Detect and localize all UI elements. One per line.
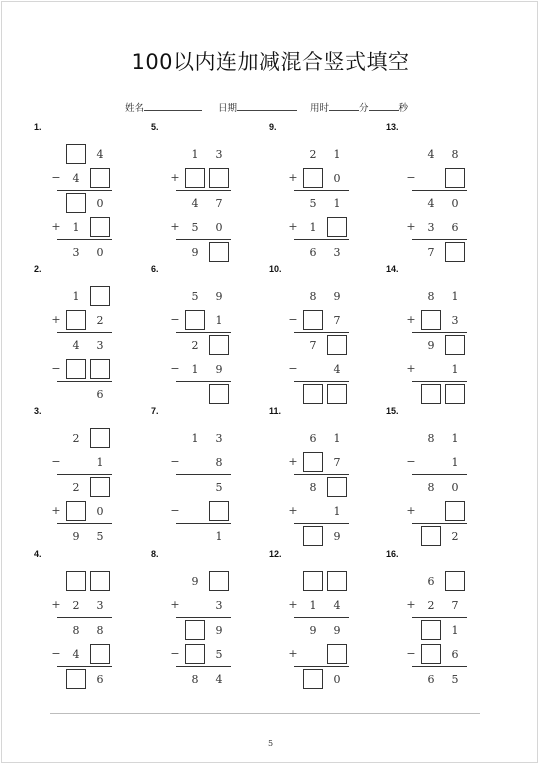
problem-number: 3. [34, 406, 42, 416]
problem-number: 5. [151, 122, 159, 132]
ones-digit: 1 [451, 362, 459, 376]
tens-digit [185, 477, 205, 497]
ones-digit: 1 [333, 147, 341, 161]
tens-digit: 8 [72, 623, 80, 637]
seconds-label: 秒 [398, 103, 409, 114]
minus-sign: − [170, 504, 180, 517]
tens-digit: 4 [427, 196, 435, 210]
tens-digit: 2 [72, 480, 80, 494]
answer-box[interactable] [185, 620, 205, 640]
ones-digit: 3 [96, 598, 104, 612]
answer-box[interactable] [209, 168, 229, 188]
answer-box[interactable] [185, 310, 205, 330]
tens-digit [303, 359, 323, 379]
problem-number: 13. [386, 122, 399, 132]
ones-digit: 1 [333, 504, 341, 518]
tens-digit: 1 [191, 362, 199, 376]
result-line [412, 523, 467, 524]
answer-box[interactable] [66, 501, 86, 521]
answer-box[interactable] [66, 144, 86, 164]
ones-digit: 3 [96, 338, 104, 352]
answer-box[interactable] [421, 620, 441, 640]
tens-digit: 4 [72, 171, 80, 185]
result-line [294, 474, 349, 475]
answer-box[interactable] [327, 384, 347, 404]
minus-sign: − [288, 313, 298, 326]
ones-digit: 5 [215, 480, 223, 494]
ones-digit: 7 [451, 598, 459, 612]
plus-sign: + [51, 598, 61, 611]
ones-digit: 9 [333, 289, 341, 303]
ones-digit: 0 [451, 196, 459, 210]
minus-sign: − [51, 171, 61, 184]
answer-box[interactable] [421, 384, 441, 404]
tens-digit: 1 [191, 147, 199, 161]
problem-number: 2. [34, 264, 42, 274]
time-label: 用时 [310, 103, 330, 114]
tens-digit [421, 452, 441, 472]
result-line [57, 381, 112, 382]
answer-box[interactable] [421, 310, 441, 330]
plus-sign: + [288, 220, 298, 233]
ones-digit: 0 [215, 220, 223, 234]
ones-digit: 3 [215, 431, 223, 445]
answer-box[interactable] [90, 286, 110, 306]
ones-digit: 0 [333, 171, 341, 185]
tens-digit [303, 501, 323, 521]
minutes-label: 分 [359, 103, 369, 114]
tens-digit: 8 [427, 431, 435, 445]
ones-digit: 1 [333, 196, 341, 210]
tens-digit: 5 [191, 289, 199, 303]
tens-digit: 5 [191, 220, 199, 234]
tens-digit: 1 [72, 220, 80, 234]
answer-box[interactable] [445, 501, 465, 521]
result-line [294, 190, 349, 191]
minus-sign: − [51, 362, 61, 375]
answer-box[interactable] [421, 526, 441, 546]
result-line [176, 523, 231, 524]
answer-box[interactable] [421, 644, 441, 664]
tens-digit [66, 452, 86, 472]
ones-digit: 0 [333, 672, 341, 686]
result-line [294, 332, 349, 333]
minus-sign: − [170, 455, 180, 468]
ones-digit: 0 [96, 245, 104, 259]
plus-sign: + [288, 171, 298, 184]
result-line [412, 666, 467, 667]
answer-box[interactable] [209, 571, 229, 591]
tens-digit: 2 [309, 147, 317, 161]
ones-digit: 3 [333, 245, 341, 259]
tens-digit: 4 [72, 338, 80, 352]
minus-sign: − [170, 313, 180, 326]
plus-sign: + [170, 171, 180, 184]
result-line [57, 190, 112, 191]
ones-digit: 4 [333, 362, 341, 376]
problem-number: 15. [386, 406, 399, 416]
tens-digit: 8 [427, 289, 435, 303]
tens-digit: 7 [309, 338, 317, 352]
result-line [57, 617, 112, 618]
plus-sign: + [406, 504, 416, 517]
answer-box[interactable] [303, 384, 323, 404]
ones-digit: 5 [451, 672, 459, 686]
ones-digit: 7 [333, 313, 341, 327]
minus-sign: − [406, 647, 416, 660]
result-line [57, 523, 112, 524]
result-line [176, 381, 231, 382]
answer-box[interactable] [66, 669, 86, 689]
ones-digit: 2 [96, 313, 104, 327]
seconds-blank[interactable] [369, 101, 399, 111]
plus-sign: + [288, 598, 298, 611]
tens-digit [185, 595, 205, 615]
tens-digit: 1 [72, 289, 80, 303]
plus-sign: + [288, 504, 298, 517]
ones-digit: 0 [451, 480, 459, 494]
tens-digit: 7 [427, 245, 435, 259]
ones-digit: 1 [451, 623, 459, 637]
answer-box[interactable] [327, 335, 347, 355]
page-number: 5 [267, 739, 274, 748]
minus-sign: − [406, 171, 416, 184]
result-line [176, 474, 231, 475]
result-line [176, 332, 231, 333]
tens-digit: 3 [427, 220, 435, 234]
tens-digit: 9 [309, 623, 317, 637]
problem-number: 7. [151, 406, 159, 416]
ones-digit: 8 [215, 455, 223, 469]
plus-sign: + [170, 220, 180, 233]
result-line [294, 617, 349, 618]
tens-digit [421, 359, 441, 379]
tens-digit: 6 [309, 431, 317, 445]
answer-box[interactable] [327, 571, 347, 591]
result-line [412, 617, 467, 618]
ones-digit: 0 [96, 196, 104, 210]
answer-box[interactable] [66, 359, 86, 379]
ones-digit: 9 [333, 529, 341, 543]
ones-digit: 8 [96, 623, 104, 637]
answer-box[interactable] [90, 217, 110, 237]
plus-sign: + [406, 362, 416, 375]
ones-digit: 1 [451, 431, 459, 445]
result-line [294, 523, 349, 524]
tens-digit: 9 [191, 574, 199, 588]
plus-sign: + [288, 455, 298, 468]
tens-digit [185, 526, 205, 546]
answer-box[interactable] [303, 669, 323, 689]
ones-digit: 9 [215, 289, 223, 303]
result-line [176, 190, 231, 191]
tens-digit: 2 [427, 598, 435, 612]
result-line [294, 381, 349, 382]
plus-sign: + [51, 504, 61, 517]
tens-digit: 5 [309, 196, 317, 210]
answer-box[interactable] [185, 168, 205, 188]
plus-sign: + [51, 313, 61, 326]
ones-digit: 5 [215, 647, 223, 661]
tens-digit: 8 [427, 480, 435, 494]
tens-digit: 8 [309, 480, 317, 494]
ones-digit: 1 [333, 431, 341, 445]
ones-digit: 2 [451, 529, 459, 543]
minus-sign: − [406, 455, 416, 468]
problem-number: 14. [386, 264, 399, 274]
minus-sign: − [51, 647, 61, 660]
answer-box[interactable] [66, 571, 86, 591]
minus-sign: − [170, 647, 180, 660]
ones-digit: 4 [215, 672, 223, 686]
answer-box[interactable] [327, 217, 347, 237]
plus-sign: + [406, 598, 416, 611]
ones-digit: 7 [215, 196, 223, 210]
answer-box[interactable] [327, 644, 347, 664]
result-line [176, 239, 231, 240]
answer-box[interactable] [303, 571, 323, 591]
tens-digit: 4 [427, 147, 435, 161]
tens-digit: 9 [72, 529, 80, 543]
tens-digit: 2 [72, 598, 80, 612]
tens-digit: 6 [427, 672, 435, 686]
ones-digit: 4 [96, 147, 104, 161]
ones-digit: 7 [333, 455, 341, 469]
tens-digit [421, 501, 441, 521]
time-field[interactable] [310, 100, 408, 114]
problem-number: 16. [386, 549, 399, 559]
answer-box[interactable] [66, 193, 86, 213]
minutes-blank[interactable] [329, 101, 359, 111]
result-line [57, 332, 112, 333]
tens-digit: 1 [309, 598, 317, 612]
tens-digit: 2 [72, 431, 80, 445]
ones-digit: 9 [333, 623, 341, 637]
answer-box[interactable] [327, 477, 347, 497]
result-line [176, 666, 231, 667]
name-label: 姓名 [125, 103, 145, 114]
answer-box[interactable] [445, 242, 465, 262]
answer-box[interactable] [209, 335, 229, 355]
answer-box[interactable] [445, 168, 465, 188]
minus-sign: − [51, 455, 61, 468]
ones-digit: 3 [215, 598, 223, 612]
result-line [294, 666, 349, 667]
plus-sign: + [288, 647, 298, 660]
tens-digit [185, 384, 205, 404]
answer-box[interactable] [303, 310, 323, 330]
plus-sign: + [170, 598, 180, 611]
problem-number: 6. [151, 264, 159, 274]
tens-digit: 6 [309, 245, 317, 259]
ones-digit: 9 [215, 362, 223, 376]
answer-box[interactable] [90, 359, 110, 379]
date-label: 日期 [218, 103, 238, 114]
result-line [57, 666, 112, 667]
ones-digit: 9 [215, 623, 223, 637]
answer-box[interactable] [90, 571, 110, 591]
tens-digit: 6 [427, 574, 435, 588]
ones-digit: 3 [451, 313, 459, 327]
result-line [412, 190, 467, 191]
tens-digit: 4 [72, 647, 80, 661]
ones-digit: 4 [333, 598, 341, 612]
answer-box[interactable] [303, 168, 323, 188]
answer-box[interactable] [90, 168, 110, 188]
answer-box[interactable] [90, 428, 110, 448]
tens-digit [185, 501, 205, 521]
plus-sign: + [406, 313, 416, 326]
ones-digit: 6 [451, 647, 459, 661]
date-field[interactable] [218, 100, 297, 114]
plus-sign: + [406, 220, 416, 233]
tens-digit [66, 384, 86, 404]
tens-digit: 4 [191, 196, 199, 210]
ones-digit: 3 [215, 147, 223, 161]
problem-number: 12. [269, 549, 282, 559]
ones-digit: 6 [96, 387, 104, 401]
ones-digit: 5 [96, 529, 104, 543]
ones-digit: 0 [96, 504, 104, 518]
result-line [176, 617, 231, 618]
answer-box[interactable] [445, 335, 465, 355]
answer-box[interactable] [185, 644, 205, 664]
ones-digit: 1 [96, 455, 104, 469]
answer-box[interactable] [209, 501, 229, 521]
footer-divider [50, 713, 480, 714]
date-blank[interactable] [237, 101, 297, 111]
answer-box[interactable] [209, 242, 229, 262]
tens-digit: 1 [191, 431, 199, 445]
answer-box[interactable] [209, 384, 229, 404]
result-line [57, 474, 112, 475]
problem-number: 10. [269, 264, 282, 274]
answer-box[interactable] [303, 452, 323, 472]
answer-box[interactable] [303, 526, 323, 546]
answer-box[interactable] [90, 644, 110, 664]
problem-number: 4. [34, 549, 42, 559]
problem-number: 11. [269, 406, 282, 416]
tens-digit: 1 [309, 220, 317, 234]
minus-sign: − [288, 362, 298, 375]
answer-box[interactable] [66, 310, 86, 330]
problem-number: 1. [34, 122, 42, 132]
problem-number: 9. [269, 122, 277, 132]
ones-digit: 6 [451, 220, 459, 234]
tens-digit: 8 [191, 672, 199, 686]
tens-digit [185, 452, 205, 472]
answer-box[interactable] [445, 384, 465, 404]
result-line [57, 239, 112, 240]
ones-digit: 1 [451, 289, 459, 303]
answer-box[interactable] [90, 477, 110, 497]
problem-number: 8. [151, 549, 159, 559]
ones-digit: 1 [215, 529, 223, 543]
tens-digit: 9 [191, 245, 199, 259]
plus-sign: + [51, 220, 61, 233]
ones-digit: 1 [215, 313, 223, 327]
tens-digit [303, 644, 323, 664]
tens-digit: 8 [309, 289, 317, 303]
ones-digit: 1 [451, 455, 459, 469]
tens-digit: 9 [427, 338, 435, 352]
result-line [294, 239, 349, 240]
tens-digit: 2 [191, 338, 199, 352]
result-line [412, 239, 467, 240]
name-field[interactable] [125, 100, 202, 114]
ones-digit: 6 [96, 672, 104, 686]
page-title: 100以内连加减混合竖式填空 [131, 50, 410, 74]
result-line [412, 474, 467, 475]
tens-digit: 3 [72, 245, 80, 259]
answer-box[interactable] [445, 571, 465, 591]
result-line [412, 332, 467, 333]
result-line [412, 381, 467, 382]
tens-digit [421, 168, 441, 188]
minus-sign: − [170, 362, 180, 375]
name-blank[interactable] [144, 101, 202, 111]
ones-digit: 8 [451, 147, 459, 161]
